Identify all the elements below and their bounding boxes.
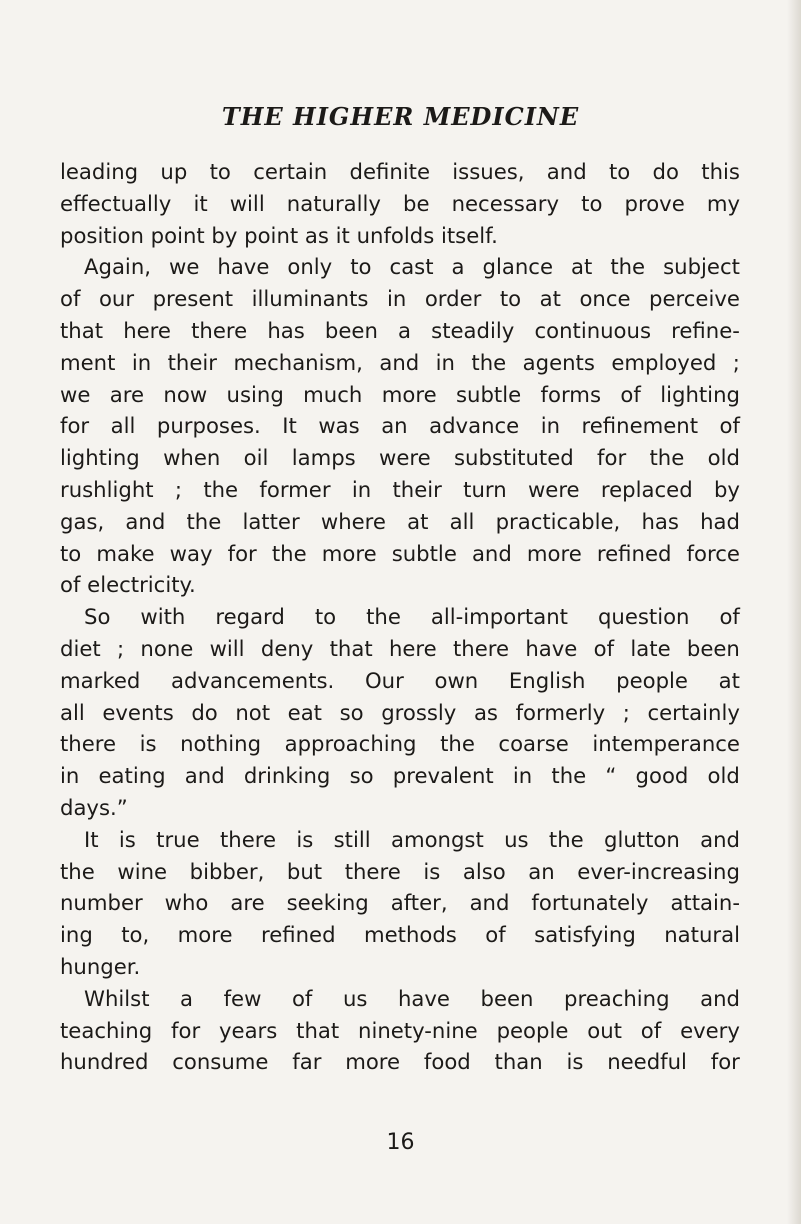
text-line: teaching for years that ninety-nine people out of every [60, 1017, 740, 1043]
text-line: we are now using much more subtle forms of lighting [60, 381, 740, 407]
text-line: diet ; none will deny that here there have of late been [60, 635, 740, 661]
text-line: lighting when oil lamps were substituted for the old [60, 445, 740, 471]
running-title: THE HIGHER MEDICINE [221, 102, 580, 131]
page-edge-shadow [787, 0, 801, 1224]
body-text [60, 156, 740, 1078]
text-line: Again, we have only to cast a glance at the subject [84, 254, 740, 280]
text-line: days.” [60, 794, 128, 820]
text-line: all events do not eat so grossly as formerly ; certainly [60, 699, 740, 725]
text-line: Whilst a few of us have been preaching and [84, 985, 740, 1011]
text-line: that here there has been a steadily continuous refine- [60, 317, 740, 343]
text-line: to make way for the more subtle and more refined force [60, 540, 740, 566]
text-line: in eating and drinking so prevalent in the “ good old [60, 763, 740, 789]
text-line: effectually it will naturally be necessary to prove my [60, 190, 740, 216]
text-line: position point by point as it unfolds itself. [60, 222, 498, 248]
text-line: rushlight ; the former in their turn were replaced by [60, 476, 740, 502]
text-line: of our present illuminants in order to at once perceive [60, 286, 740, 312]
text-line: So with regard to the all-important question of [84, 604, 740, 630]
text-line: hunger. [60, 953, 141, 979]
text-line: leading up to certain definite issues, and to do this [60, 159, 740, 184]
text-line: gas, and the latter where at all practicable, has had [60, 508, 740, 534]
text-line: marked advancements. Our own English people at [60, 667, 740, 693]
text-line: hundred consume far more food than is needful for [60, 1049, 740, 1075]
text-line: for all purposes. It was an advance in refinement of [60, 413, 740, 439]
text-line: of electricity. [60, 572, 196, 598]
text-line: number who are seeking after, and fortunately attain- [60, 890, 740, 916]
text-line: ing to, more refined methods of satisfying natural [60, 922, 740, 948]
text-line: the wine bibber, but there is also an ever-increasing [60, 858, 740, 884]
page-number: 16 [386, 1130, 415, 1155]
text-line: there is nothing approaching the coarse intemperance [60, 731, 740, 757]
text-line: It is true there is still amongst us the glutton and [84, 826, 740, 852]
text-line: ment in their mechanism, and in the agents employed ; [60, 349, 740, 375]
